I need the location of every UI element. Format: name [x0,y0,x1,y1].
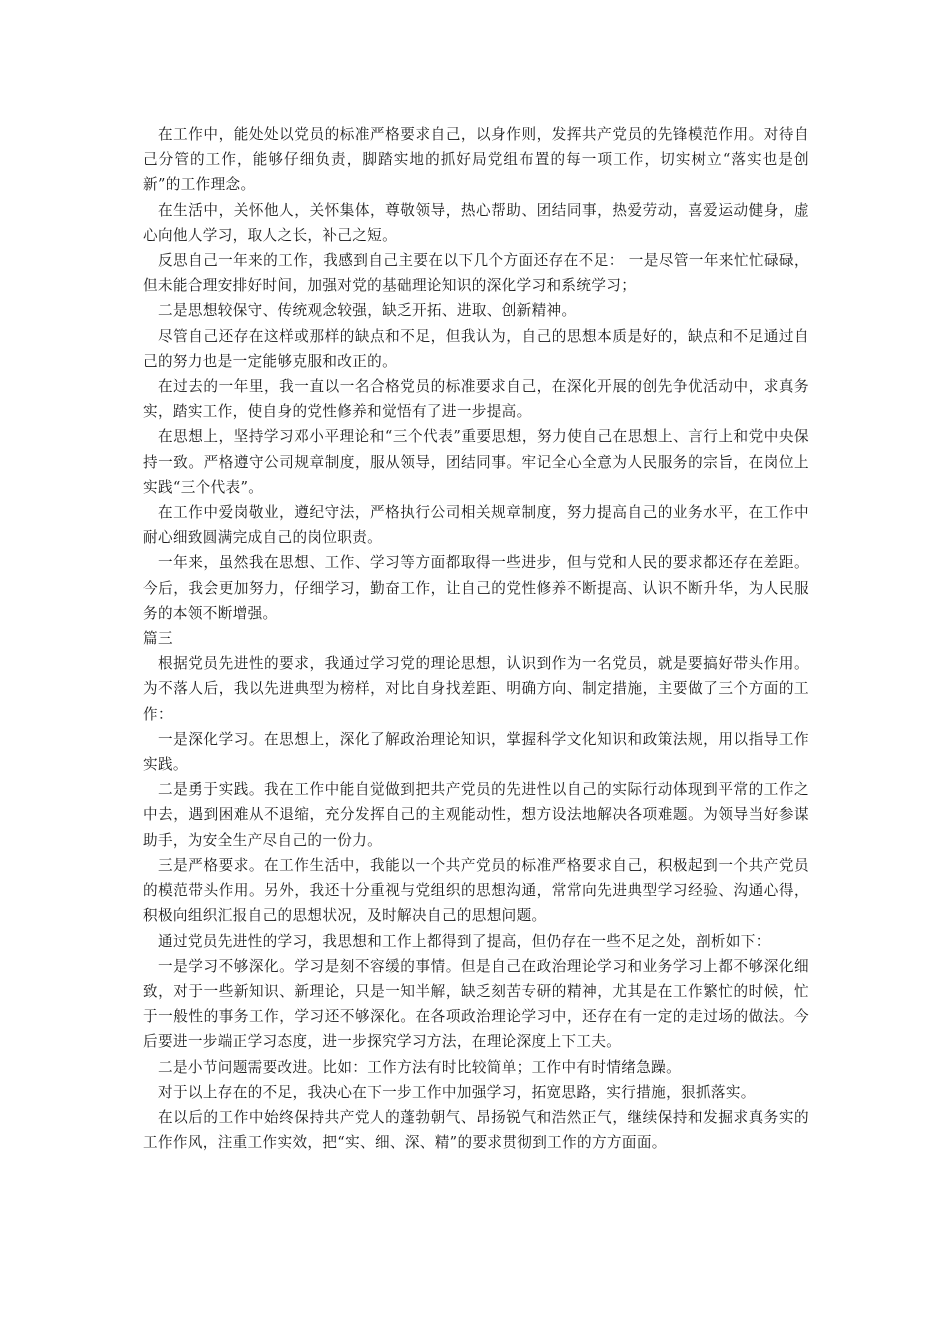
paragraph: 在生活中，关怀他人，关怀集体，尊敬领导，热心帮助、团结同事，热爱劳动，喜爱运动健身，虚心向他人学习，取人之长，补己之短。 [143,201,809,244]
document-body [143,122,809,1155]
paragraph: 通过党员先进性的学习，我思想和工作上都得到了提高，但仍存在一些不足之处，剖析如下： [158,932,771,950]
paragraph: 二是勇于实践。我在工作中能自觉做到把共产党员的先进性以自己的实际行动体现到平常的工作之中去，遇到困难从不退缩，充分发挥自己的主观能动性，想方设法地解决各项难题。为领导当好参谋助手，为安全生产尽自己的一份力。 [143,781,809,849]
paragraph: 一是学习不够深化。学习是刻不容缓的事情。但是自己在政治理论学习和业务学习上都不够深化细致，对于一些新知识、新理论，只是一知半解，缺乏刻苦专研的精神，尤其是在工作繁忙的时候，忙于一般性的事务工作，学习还不够深化。在各项政治理论学习中，还存在有一定的走过场的做法。今后要进一步端正学习态度，进一步探究学习方法，在理论深度上下工夫。 [143,957,809,1051]
paragraph: 反思自己一年来的工作，我感到自己主要在以下几个方面还存在不足： 一是尽管一年来忙忙碌碌，但未能合理安排好时间，加强对党的基础理论知识的深化学习和系统学习； [143,252,809,295]
paragraph: 一是深化学习。在思想上，深化了解政治理论知识，掌握科学文化知识和政策法规，用以指导工作实践。 [143,730,809,774]
paragraph: 在工作中爱岗敬业，遵纪守法，严格执行公司相关规章制度，努力提高自己的业务水平，在工作中耐心细致圆满完成自己的岗位职责。 [143,504,809,547]
paragraph: 尽管自己还存在这样或那样的缺点和不足，但我认为，自己的思想本质是好的，缺点和不足通过自己的努力也是一定能够克服和改正的。 [143,327,809,370]
paragraph: 在以后的工作中始终保持共产党人的蓬勃朝气、昂扬锐气和浩然正气，继续保持和发掘求真务实的工作作风，注重工作实效，把“实、细、深、精”的要求贯彻到工作的方方面面。 [143,1108,809,1152]
paragraph: 一年来，虽然我在思想、工作、学习等方面都取得一些进步，但与党和人民的要求都还存在差距。今后，我会更加努力，仔细学习，勤奋工作，让自己的党性修养不断提高、认识不断升华，为人民服务的本领不断增强。 [143,554,809,622]
paragraph: 二是小节问题需要改进。比如：工作方法有时比较简单；工作中有时情绪急躁。 [158,1058,682,1076]
paragraph: 三是严格要求。在工作生活中，我能以一个共产党员的标准严格要求自己，积极起到一个共产党员的模范带头作用。另外，我还十分重视与党组织的思想沟通，常常向先进典型学习经验、沟通心得，积极向组织汇报自己的思想状况，及时解决自己的思想问题。 [143,856,809,925]
paragraph: 在过去的一年里，我一直以一名合格党员的标准要求自己，在深化开展的创先争优活动中，求真务实，踏实工作，使自身的党性修养和觉悟有了进一步提高。 [143,378,809,421]
paragraph: 对于以上存在的不足，我决心在下一步工作中加强学习，拓宽思路，实行措施，狠抓落实。 [158,1083,756,1101]
paragraph: 二是思想较保守、传统观念较强，缺乏开拓、进取、创新精神。 [158,302,577,320]
paragraph: 在思想上，坚持学习邓小平理论和“三个代表”重要思想，努力使自己在思想上、言行上和党中央保持一致。严格遵守公司规章制度，服从领导，团结同事。牢记全心全意为人民服务的宗旨，在岗位上实践“三个代表”。 [143,428,809,496]
paragraph: 在工作中，能处处以党员的标准严格要求自己，以身作则，发挥共产党员的先锋模范作用。对待自己分管的工作，能够仔细负责，脚踏实地的抓好局党组布置的每一项工作，切实树立“落实也是创新”的工作理念。 [143,126,809,194]
section-heading: 篇三 [143,630,173,648]
paragraph: 根据党员先进性的要求，我通过学习党的理论思想，认识到作为一名党员，就是要搞好带头作用。为不落人后，我以先进典型为榜样，对比自身找差距、明确方向、制定措施，主要做了三个方面的工作： [143,655,809,723]
